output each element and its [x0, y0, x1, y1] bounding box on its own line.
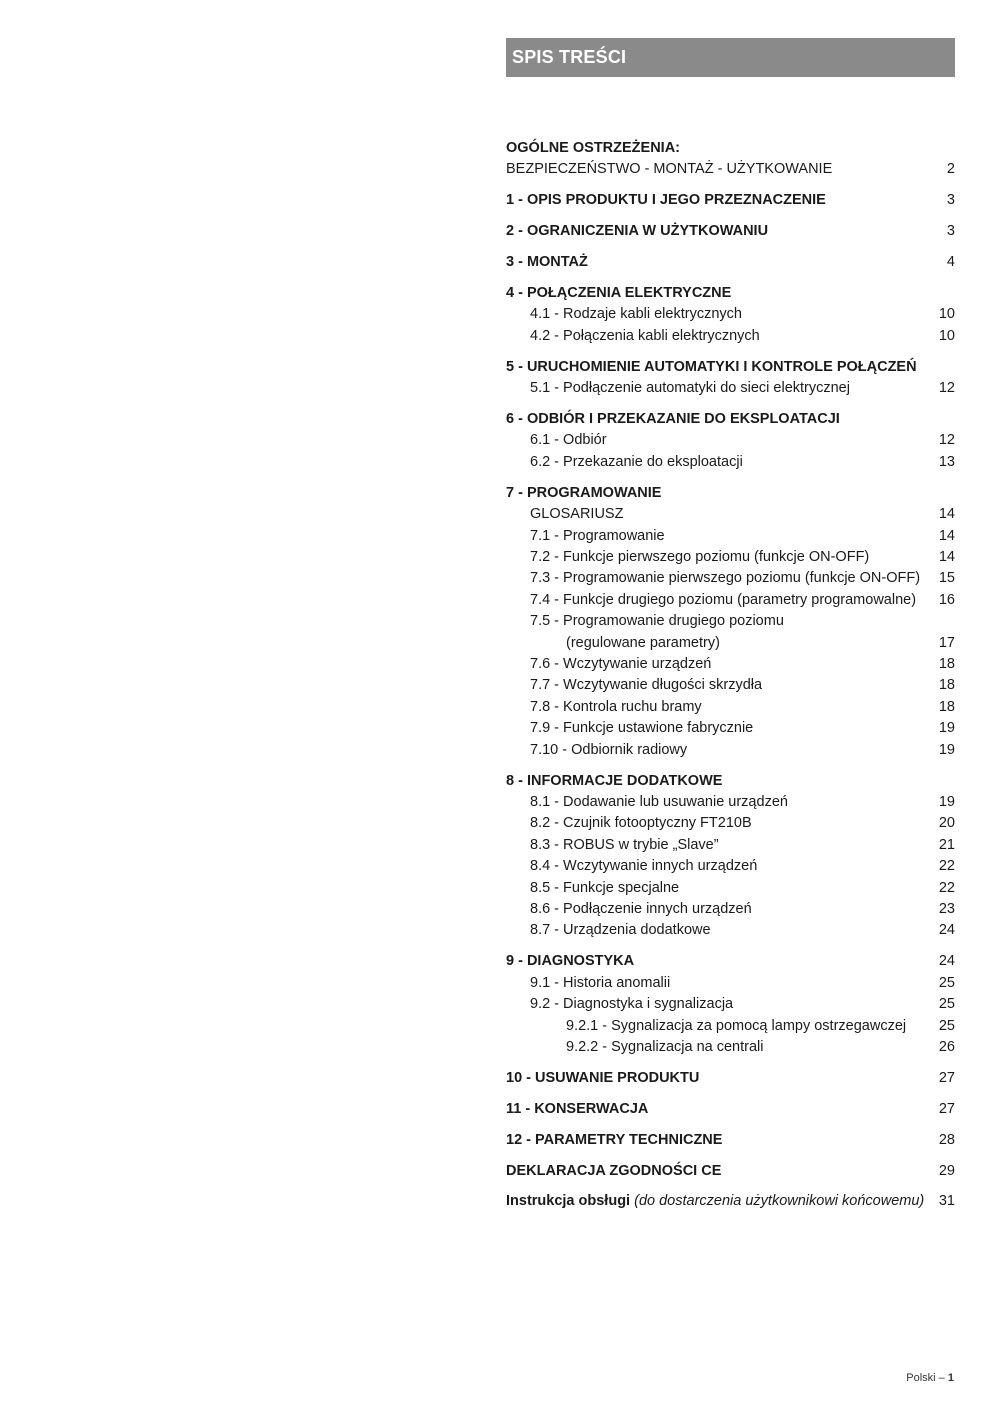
page-title: SPIS TREŚCI [512, 47, 627, 67]
toc-entry-label: 8.4 - Wczytywanie innych urządzeń [530, 858, 758, 875]
toc-entry-page: 10 [938, 306, 955, 323]
toc-entry-label: 12 - PARAMETRY TECHNICZNE [506, 1131, 723, 1148]
toc-entry-label: 4.1 - Rodzaje kabli elektrycznych [530, 306, 742, 323]
toc-entry-label: 3 - MONTAŻ [506, 254, 588, 271]
toc-entry-page: 13 [938, 453, 955, 470]
toc-entry-page: 10 [938, 327, 955, 344]
toc-entry[interactable] [506, 792, 955, 813]
toc-entry-label: 8 - INFORMACJE DODATKOWE [506, 772, 723, 789]
toc-entry-label: 7.5 - Programowanie drugiego poziomu [530, 613, 784, 630]
toc-entry[interactable] [506, 483, 955, 504]
toc-entry-label: 7 - PROGRAMOWANIE [506, 484, 662, 501]
toc-entry-label: 6 - ODBIÓR I PRZEKAZANIE DO EKSPLOATACJI [506, 411, 840, 428]
toc-entry[interactable] [506, 654, 955, 675]
toc-entry[interactable] [506, 813, 955, 834]
toc-entry[interactable] [506, 994, 955, 1015]
toc-entry[interactable] [506, 252, 955, 273]
toc-entry-page: 22 [938, 879, 955, 896]
toc-entry[interactable] [506, 304, 955, 325]
toc-entry-page: 19 [938, 741, 955, 758]
toc-entry-label: 4 - POŁĄCZENIA ELEKTRYCZNE [506, 285, 732, 302]
toc-entry-page: 31 [938, 1193, 955, 1210]
toc-entry[interactable] [506, 1130, 955, 1151]
toc-entry-label: 9.2.1 - Sygnalizacja za pomocą lampy ostrzegawczej [566, 1017, 907, 1034]
toc-entry-page: 28 [938, 1131, 955, 1148]
toc-entry-page: 23 [938, 901, 955, 917]
toc-entry-page: 25 [938, 996, 955, 1013]
toc-entry[interactable] [506, 568, 955, 589]
toc-entry-page: 19 [938, 720, 955, 737]
toc-entry-page: 18 [938, 698, 955, 715]
toc-entry[interactable] [506, 899, 955, 920]
toc-entry-page: 12 [938, 432, 955, 449]
toc-entry-label: 4.2 - Połączenia kabli elektrycznych [530, 327, 760, 344]
toc-entry[interactable] [506, 740, 955, 761]
toc-entry-label: 1 - OPIS PRODUKTU I JEGO PRZEZNACZENIE [506, 192, 826, 209]
toc-entry-page: 4 [946, 254, 955, 271]
toc-entry-page: 3 [946, 223, 955, 240]
toc-entry[interactable] [506, 718, 955, 739]
toc-entry-page: 15 [938, 570, 955, 587]
toc-entry-user-manual[interactable] [506, 1191, 955, 1212]
page-footer [906, 1372, 954, 1384]
toc-entry-page: 2 [946, 161, 955, 178]
toc-entry[interactable] [506, 920, 955, 941]
toc-entry-label: 8.1 - Dodawanie lub usuwanie urządzeń [530, 793, 788, 810]
toc-entry-page: 24 [938, 953, 955, 970]
toc-entry-label: 7.7 - Wczytywanie długości skrzydła [530, 677, 763, 694]
table-of-contents [506, 138, 955, 1213]
toc-entry-label: 7.9 - Funkcje ustawione fabrycznie [530, 720, 754, 737]
toc-entry-label: 8.2 - Czujnik fotooptyczny FT210B [530, 815, 752, 832]
toc-entry[interactable] [506, 221, 955, 242]
toc-entry[interactable] [506, 1016, 955, 1037]
toc-entry-page: 18 [938, 677, 955, 694]
toc-entry-label: 7.10 - Odbiornik radiowy [530, 741, 688, 758]
toc-entry-page: 26 [938, 1038, 955, 1055]
toc-entry-label: OGÓLNE OSTRZEŻENIA: [506, 140, 680, 156]
toc-entry-page: 29 [938, 1162, 955, 1179]
toc-entry[interactable] [506, 326, 955, 347]
toc-entry-page: 21 [938, 836, 955, 853]
toc-entry-label: 8.6 - Podłączenie innych urządzeń [530, 901, 752, 917]
footer-language: Polski – [906, 1372, 945, 1384]
toc-entry-page: 25 [938, 974, 955, 991]
toc-entry-label: 10 - USUWANIE PRODUKTU [506, 1069, 700, 1086]
toc-entry[interactable] [506, 547, 955, 568]
toc-entry-label: (regulowane parametry) [566, 634, 720, 651]
section-header-bar [506, 38, 955, 77]
toc-entry-label: 2 - OGRANICZENIA W UŻYTKOWANIU [506, 223, 769, 240]
toc-entry[interactable] [506, 835, 955, 856]
toc-entry[interactable] [506, 504, 955, 525]
toc-entry-page: 12 [938, 380, 955, 397]
toc-entry[interactable] [506, 1068, 955, 1089]
toc-entry-label: BEZPIECZEŃSTWO - MONTAŻ - UŻYTKOWANIE [506, 161, 833, 178]
toc-entry-page: 19 [938, 793, 955, 810]
toc-entry-label: 11 - KONSERWACJA [506, 1100, 649, 1117]
toc-entry-label: 8.3 - ROBUS w trybie „Slave” [530, 836, 719, 853]
toc-entry-label: 7.3 - Programowanie pierwszego poziomu (funkcje ON-OFF) [530, 570, 921, 587]
toc-entry-label: 7.4 - Funkcje drugiego poziomu (parametry programowalne) [530, 591, 917, 608]
toc-entry-page: 20 [938, 815, 955, 832]
toc-entry-label: 8.5 - Funkcje specjalne [530, 879, 680, 896]
toc-entry-page: 27 [938, 1100, 955, 1117]
toc-entry-label: 7.8 - Kontrola ruchu bramy [530, 698, 702, 715]
toc-entry-page: 22 [938, 858, 955, 875]
toc-entry-label: 7.1 - Programowanie [530, 527, 665, 544]
toc-entry[interactable] [506, 973, 955, 994]
toc-entry[interactable] [506, 611, 955, 632]
toc-entry[interactable] [506, 190, 955, 211]
toc-entry[interactable] [506, 675, 955, 696]
toc-entry-label: 8.7 - Urządzenia dodatkowe [530, 922, 711, 939]
toc-entry[interactable] [506, 878, 955, 899]
toc-entry-label: GLOSARIUSZ [530, 506, 624, 523]
toc-entry[interactable] [506, 633, 955, 654]
toc-entry-page: 3 [946, 192, 955, 209]
toc-entry-page: 14 [938, 506, 955, 523]
toc-entry-label: 5 - URUCHOMIENIE AUTOMATYKI I KONTROLE POŁĄCZEŃ [506, 358, 917, 375]
toc-entry[interactable] [506, 283, 955, 304]
toc-entry-page: 17 [938, 634, 955, 651]
toc-entry[interactable] [506, 697, 955, 718]
toc-entry-page: 16 [938, 591, 955, 608]
toc-entry-italic-note: (do dostarczenia użytkownikowi końcowemu) [634, 1193, 925, 1210]
toc-entry-label: 9.2 - Diagnostyka i sygnalizacja [530, 996, 734, 1013]
toc-entry[interactable] [506, 1099, 955, 1120]
toc-entry-label: 9.2.2 - Sygnalizacja na centrali [566, 1038, 764, 1055]
toc-entry-label: 9 - DIAGNOSTYKA [506, 953, 635, 970]
toc-entry-page: 25 [938, 1017, 955, 1034]
toc-entry-label: DEKLARACJA ZGODNOŚCI CE [506, 1162, 722, 1179]
toc-entry-label: 5.1 - Podłączenie automatyki do sieci elektrycznej [530, 380, 850, 397]
toc-entry[interactable] [506, 951, 955, 972]
toc-entry-label [506, 1191, 924, 1212]
toc-entry[interactable] [506, 771, 955, 792]
toc-entry-label: 7.2 - Funkcje pierwszego poziomu (funkcje ON-OFF) [530, 549, 870, 565]
toc-entry[interactable] [506, 357, 955, 378]
toc-entry[interactable] [506, 159, 955, 180]
toc-entry[interactable] [506, 138, 955, 159]
toc-entry-label: 6.2 - Przekazanie do eksploatacji [530, 453, 743, 470]
toc-entry-page: 14 [938, 549, 955, 565]
toc-entry-page: 27 [938, 1069, 955, 1086]
toc-entry-bold-text: Instrukcja obsługi [506, 1193, 631, 1210]
footer-page-number: 1 [947, 1372, 954, 1384]
toc-entry-page: 18 [938, 656, 955, 673]
toc-entry[interactable] [506, 856, 955, 877]
toc-entry[interactable] [506, 590, 955, 611]
toc-entry[interactable] [506, 378, 955, 399]
toc-entry-page: 24 [938, 922, 955, 939]
toc-entry[interactable] [506, 452, 955, 473]
toc-entry[interactable] [506, 409, 955, 430]
toc-entry-label: 9.1 - Historia anomalii [530, 974, 671, 991]
toc-entry[interactable] [506, 526, 955, 547]
toc-entry-label: 6.1 - Odbiór [530, 432, 607, 449]
toc-entry-page: 14 [938, 527, 955, 544]
toc-entry[interactable] [506, 430, 955, 451]
toc-entry-label: 7.6 - Wczytywanie urządzeń [530, 656, 712, 673]
toc-entry[interactable] [506, 1037, 955, 1058]
toc-entry[interactable] [506, 1161, 955, 1182]
